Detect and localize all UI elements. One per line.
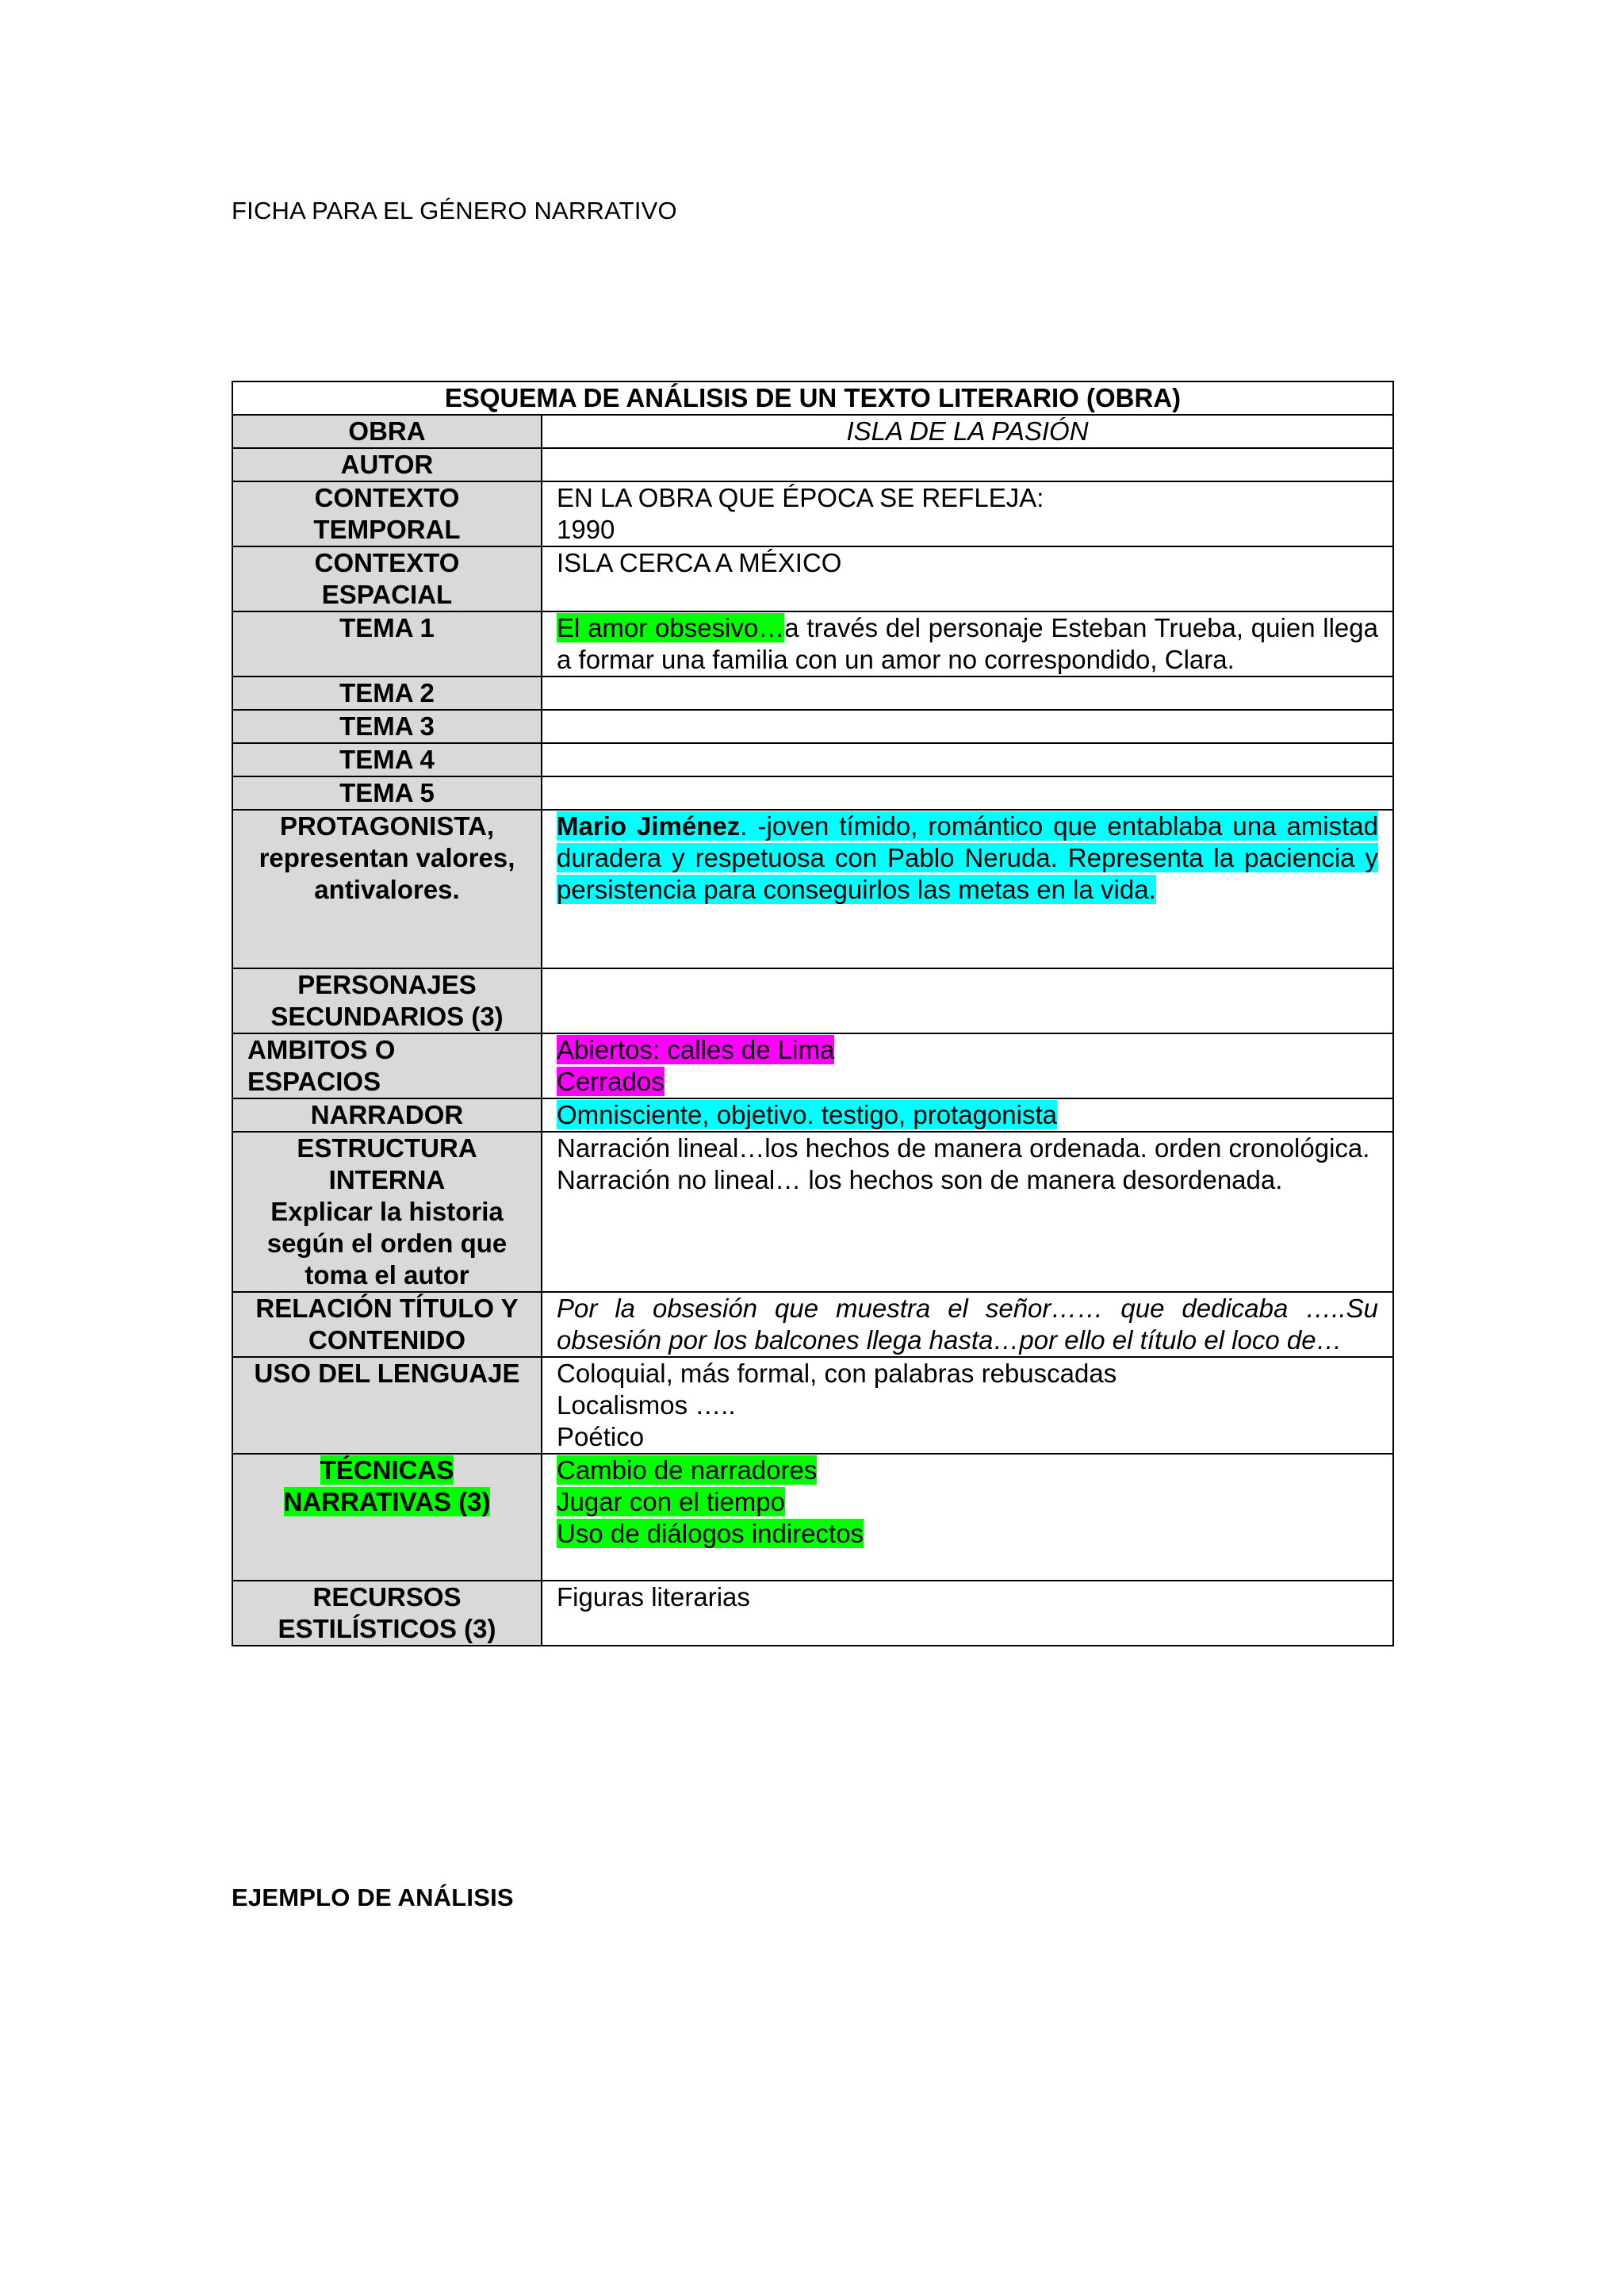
estructura-value [542, 1132, 1393, 1292]
contexto-temporal-label-1: CONTEXTO [314, 483, 460, 512]
row-tema-3 [232, 710, 1393, 743]
tema-1-rest: a través del personaje Esteban Trueba, quien llega a formar una familia con un amor no correspondido, Clara. [557, 613, 1378, 674]
tema-4-value [542, 743, 1393, 776]
contexto-espacial-label-1: CONTEXTO [314, 548, 460, 577]
ambitos-label-1: AMBITOS O [247, 1035, 396, 1064]
narrador-text: Omnisciente, objetivo. testigo, protagonista [557, 1100, 1058, 1129]
ambitos-value [542, 1033, 1393, 1098]
autor-label: AUTOR [232, 448, 542, 481]
lenguaje-value [542, 1357, 1393, 1454]
row-narrador [232, 1098, 1393, 1132]
lenguaje-label: USO DEL LENGUAJE [232, 1357, 542, 1454]
row-personajes-secundarios [232, 968, 1393, 1033]
protagonista-label-2: representan valores, [259, 843, 515, 872]
row-tema-4 [232, 743, 1393, 776]
tema-1-label: TEMA 1 [232, 611, 542, 677]
lenguaje-line-3: Poético [557, 1422, 645, 1451]
contexto-temporal-label-2: TEMPORAL [313, 515, 461, 544]
ambitos-line-1: Abiertos: calles de Lima [557, 1035, 835, 1064]
contexto-espacial-label-2: ESPACIAL [321, 580, 453, 609]
contexto-espacial-label [232, 546, 542, 611]
obra-label: OBRA [232, 415, 542, 448]
tecnicas-line-1: Cambio de narradores [557, 1455, 818, 1485]
analysis-table [232, 381, 1394, 1646]
personajes-secundarios-label [232, 968, 542, 1033]
row-tecnicas [232, 1454, 1393, 1581]
tema-1-value [542, 611, 1393, 677]
personajes-secundarios-label-2: SECUNDARIOS (3) [270, 1002, 504, 1031]
row-tema-2 [232, 677, 1393, 710]
recursos-label-1: RECURSOS [312, 1582, 462, 1612]
example-heading: EJEMPLO DE ANÁLISIS [232, 1884, 514, 1911]
table-title: ESQUEMA DE ANÁLISIS DE UN TEXTO LITERARIO (OBRA) [232, 381, 1393, 415]
tema-5-value [542, 776, 1393, 810]
tecnicas-label-2: NARRATIVAS (3) [283, 1487, 491, 1516]
row-contexto-temporal [232, 481, 1393, 546]
tema-5-label: TEMA 5 [232, 776, 542, 810]
estructura-label-2: INTERNA [328, 1165, 446, 1194]
tema-2-label: TEMA 2 [232, 677, 542, 710]
lenguaje-line-1: Coloquial, más formal, con palabras rebuscadas [557, 1359, 1117, 1388]
estructura-label-1: ESTRUCTURA [297, 1133, 477, 1163]
estructura-para-2: Narración no lineal… los hechos son de manera desordenada. [557, 1165, 1283, 1194]
lenguaje-line-2: Localismos ….. [557, 1390, 736, 1420]
contexto-espacial-value: ISLA CERCA A MÉXICO [542, 546, 1393, 611]
row-ambitos [232, 1033, 1393, 1098]
protagonista-label [232, 810, 542, 968]
tecnicas-value [542, 1454, 1393, 1581]
tema-4-label: TEMA 4 [232, 743, 542, 776]
personajes-secundarios-label-1: PERSONAJES [297, 970, 477, 999]
narrador-label: NARRADOR [232, 1098, 542, 1132]
row-recursos [232, 1581, 1393, 1646]
row-autor [232, 448, 1393, 481]
tecnicas-label [232, 1454, 542, 1581]
relacion-value: Por la obsesión que muestra el señor…… que dedicaba …..Su obsesión por los balcones llega hasta…por ello el título el loco de… [542, 1292, 1393, 1357]
contexto-temporal-line-1: EN LA OBRA QUE ÉPOCA SE REFLEJA: [557, 483, 1044, 512]
tema-3-value [542, 710, 1393, 743]
estructura-label-4: según el orden que [266, 1228, 508, 1258]
obra-value: ISLA DE LA PASIÓN [542, 415, 1393, 448]
protagonista-value [542, 810, 1393, 968]
tecnicas-label-1: TÉCNICAS [320, 1455, 454, 1485]
contexto-temporal-line-2: 1990 [557, 515, 615, 544]
protagonista-name: Mario Jiménez [557, 811, 741, 841]
personajes-secundarios-value [542, 968, 1393, 1033]
row-relacion [232, 1292, 1393, 1357]
tema-1-highlight: El amor obsesivo… [557, 613, 785, 642]
recursos-label-2: ESTILÍSTICOS (3) [278, 1614, 496, 1643]
contexto-temporal-label [232, 481, 542, 546]
tema-2-value [542, 677, 1393, 710]
contexto-temporal-value [542, 481, 1393, 546]
row-lenguaje [232, 1357, 1393, 1454]
estructura-label-3: Explicar la historia [270, 1197, 504, 1226]
tecnicas-line-2: Jugar con el tiempo [557, 1487, 785, 1516]
protagonista-label-3: antivalores. [314, 875, 460, 904]
tecnicas-line-3: Uso de diálogos indirectos [557, 1519, 864, 1548]
protagonista-label-1: PROTAGONISTA, [279, 811, 495, 841]
estructura-label-5: toma el autor [304, 1260, 469, 1290]
estructura-label [232, 1132, 542, 1292]
protagonista-description: . -joven tímido, romántico que entablaba una amistad duradera y respetuosa con Pablo Neruda. Representa la paciencia y persistencia para conseguirlos las metas en la vida. [557, 811, 1378, 904]
row-protagonista [232, 810, 1393, 968]
ambitos-line-2: Cerrados [557, 1067, 665, 1096]
relacion-label-1: RELACIÓN TÍTULO Y [255, 1294, 519, 1323]
document-heading: FICHA PARA EL GÉNERO NARRATIVO [232, 197, 677, 224]
relacion-label-2: CONTENIDO [308, 1325, 465, 1355]
row-tema-5 [232, 776, 1393, 810]
row-obra [232, 415, 1393, 448]
autor-value [542, 448, 1393, 481]
row-tema-1 [232, 611, 1393, 677]
tema-3-label: TEMA 3 [232, 710, 542, 743]
recursos-label [232, 1581, 542, 1646]
row-contexto-espacial [232, 546, 1393, 611]
relacion-label [232, 1292, 542, 1357]
row-estructura [232, 1132, 1393, 1292]
ambitos-label-2: ESPACIOS [247, 1067, 381, 1096]
recursos-value: Figuras literarias [542, 1581, 1393, 1646]
estructura-para-1: Narración lineal…los hechos de manera ordenada. orden cronológica. [557, 1133, 1370, 1163]
narrador-value [542, 1098, 1393, 1132]
ambitos-label [232, 1033, 542, 1098]
